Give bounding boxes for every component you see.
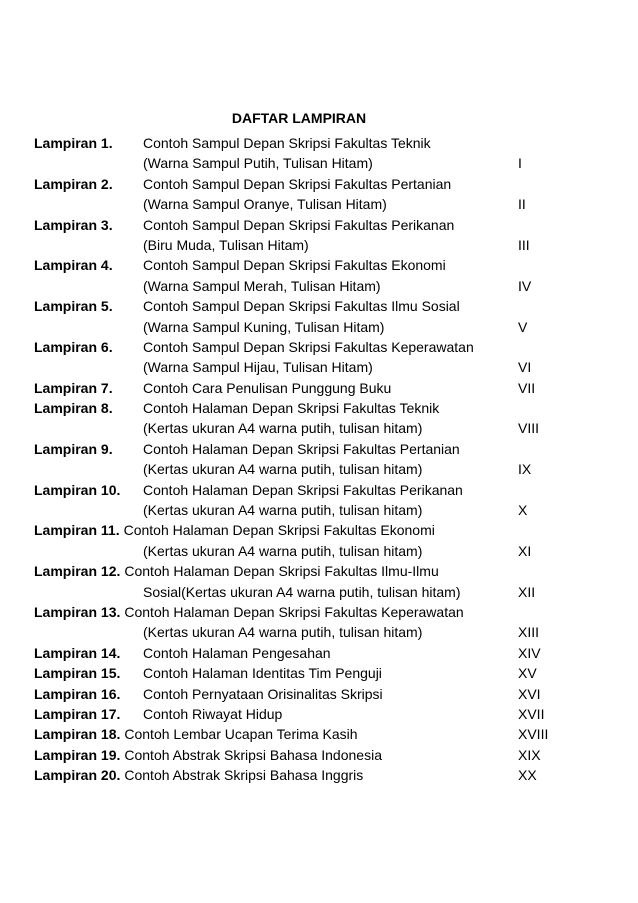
- appendix-inline-row: [34, 602, 464, 622]
- appendix-description-continued: (Warna Sampul Kuning, Tulisan Hitam): [143, 318, 385, 335]
- appendix-entry-line: [34, 276, 594, 296]
- appendix-entry-line: [34, 520, 594, 540]
- appendix-description: Contoh Sampul Depan Skripsi Fakultas Keperawatan: [143, 338, 474, 355]
- appendix-entry-line: [34, 582, 594, 602]
- appendix-description: Contoh Halaman Identitas Tim Penguji: [143, 665, 382, 682]
- appendix-entry-line: [34, 235, 594, 255]
- appendix-entry-line: [34, 602, 594, 622]
- appendix-page-number: IX: [518, 461, 532, 478]
- appendix-page-number: XII: [518, 583, 536, 600]
- appendix-entry-line: [34, 663, 594, 683]
- appendix-label: Lampiran 11.: [34, 522, 120, 539]
- appendix-label: Lampiran 12.: [34, 563, 121, 580]
- appendix-list: [34, 133, 594, 786]
- appendix-page-number: I: [518, 155, 522, 172]
- appendix-label: Lampiran 7.: [34, 379, 113, 396]
- appendix-description: Contoh Halaman Depan Skripsi Fakultas Ilmu-Ilmu: [124, 563, 439, 580]
- appendix-page-number: II: [518, 196, 526, 213]
- appendix-entry-line: [34, 561, 594, 581]
- appendix-entry-line: [34, 459, 594, 479]
- appendix-entry-line: [34, 215, 594, 235]
- appendix-entry-line: [34, 296, 594, 316]
- appendix-description-continued: (Warna Sampul Hijau, Tulisan Hitam): [143, 359, 373, 376]
- appendix-description: Contoh Abstrak Skripsi Bahasa Inggris: [124, 767, 364, 784]
- appendix-page-number: III: [518, 236, 530, 253]
- appendix-description: Contoh Cara Penulisan Punggung Buku: [143, 379, 392, 396]
- appendix-description-continued: (Kertas ukuran A4 warna putih, tulisan hitam): [143, 461, 423, 478]
- appendix-description: Contoh Lembar Ucapan Terima Kasih: [124, 726, 358, 743]
- appendix-description: Contoh Halaman Depan Skripsi Fakultas Pertanian: [143, 440, 460, 457]
- appendix-page-number: XV: [518, 665, 537, 682]
- appendix-entry-line: [34, 317, 594, 337]
- appendix-description: Contoh Riwayat Hidup: [143, 705, 283, 722]
- appendix-entry-line: [34, 378, 594, 398]
- appendix-description-continued: (Warna Sampul Oranye, Tulisan Hitam): [143, 196, 387, 213]
- appendix-label: Lampiran 16.: [34, 685, 121, 702]
- appendix-description-continued: (Warna Sampul Putih, Tulisan Hitam): [143, 155, 373, 172]
- appendix-label: Lampiran 15.: [34, 665, 121, 682]
- appendix-entry-line: [34, 704, 594, 724]
- appendix-page-number: XVIII: [518, 726, 549, 743]
- appendix-entry-line: [34, 153, 594, 173]
- appendix-entry-line: [34, 357, 594, 377]
- appendix-description: Contoh Halaman Depan Skripsi Fakultas Perikanan: [143, 481, 463, 498]
- appendix-page-number: VIII: [518, 420, 540, 437]
- appendix-description-continued: (Kertas ukuran A4 warna putih, tulisan hitam): [143, 624, 423, 641]
- appendix-page-number: X: [518, 502, 528, 519]
- appendix-description: Contoh Abstrak Skripsi Bahasa Indonesia: [124, 746, 382, 763]
- appendix-page-number: XI: [518, 542, 532, 559]
- appendix-page-number: VI: [518, 359, 532, 376]
- appendix-description: Contoh Halaman Depan Skripsi Fakultas Ekonomi: [123, 522, 435, 539]
- appendix-label: Lampiran 8.: [34, 400, 113, 417]
- appendix-description: Contoh Pernyataan Orisinalitas Skripsi: [143, 685, 383, 702]
- appendix-entry-line: [34, 133, 594, 153]
- appendix-inline-row: [34, 765, 363, 785]
- appendix-label: Lampiran 14.: [34, 644, 121, 661]
- appendix-inline-row: [34, 561, 439, 581]
- appendix-description: Contoh Halaman Depan Skripsi Fakultas Keperawatan: [124, 603, 464, 620]
- appendix-description-continued: (Kertas ukuran A4 warna putih, tulisan hitam): [143, 420, 423, 437]
- appendix-description-continued: (Warna Sampul Merah, Tulisan Hitam): [143, 277, 381, 294]
- appendix-label: Lampiran 5.: [34, 298, 113, 315]
- appendix-description-continued: (Kertas ukuran A4 warna putih, tulisan hitam): [143, 502, 423, 519]
- appendix-label: Lampiran 13.: [34, 603, 121, 620]
- appendix-entry-line: [34, 622, 594, 642]
- appendix-page-number: XVI: [518, 685, 541, 702]
- appendix-label: Lampiran 9.: [34, 440, 113, 457]
- appendix-description: Contoh Sampul Depan Skripsi Fakultas Teknik: [143, 135, 431, 151]
- appendix-description-continued: (Kertas ukuran A4 warna putih, tulisan hitam): [143, 542, 423, 559]
- appendix-page-number: XIII: [518, 624, 540, 641]
- appendix-label: Lampiran 20.: [34, 767, 121, 784]
- appendix-entry-line: [34, 439, 594, 459]
- appendix-label: Lampiran 1.: [34, 135, 113, 151]
- appendix-description: Contoh Sampul Depan Skripsi Fakultas Perikanan: [143, 216, 455, 233]
- appendix-description-continued: Sosial(Kertas ukuran A4 warna putih, tulisan hitam): [143, 583, 461, 600]
- appendix-description: Contoh Halaman Depan Skripsi Fakultas Teknik: [143, 400, 440, 417]
- appendix-page-number: XX: [518, 767, 537, 784]
- appendix-page-number: XIV: [518, 644, 541, 661]
- appendix-entry-line: [34, 398, 594, 418]
- appendix-label: Lampiran 18.: [34, 726, 121, 743]
- appendix-inline-row: [34, 520, 435, 540]
- appendix-entry-line: [34, 684, 594, 704]
- appendix-entry-line: [34, 255, 594, 275]
- appendix-label: Lampiran 2.: [34, 175, 113, 192]
- appendix-inline-row: [34, 745, 382, 765]
- appendix-entry-line: [34, 765, 594, 785]
- appendix-entry-line: [34, 724, 594, 744]
- appendix-page-number: V: [518, 318, 528, 335]
- appendix-inline-row: [34, 724, 358, 744]
- appendix-entry-line: [34, 480, 594, 500]
- appendix-description: Contoh Sampul Depan Skripsi Fakultas Pertanian: [143, 175, 452, 192]
- appendix-entry-line: [34, 337, 594, 357]
- appendix-entry-line: [34, 643, 594, 663]
- appendix-description: Contoh Sampul Depan Skripsi Fakultas Ekonomi: [143, 257, 446, 274]
- appendix-label: Lampiran 10.: [34, 481, 121, 498]
- appendix-page-number: XIX: [518, 746, 541, 763]
- page-title: DAFTAR LAMPIRAN: [231, 110, 367, 126]
- appendix-label: Lampiran 3.: [34, 216, 113, 233]
- appendix-label: Lampiran 17.: [34, 705, 121, 722]
- appendix-entry-line: [34, 745, 594, 765]
- appendix-entry-line: [34, 194, 594, 214]
- appendix-entry-line: [34, 418, 594, 438]
- appendix-page-number: IV: [518, 277, 532, 294]
- appendix-entry-line: [34, 174, 594, 194]
- appendix-label: Lampiran 19.: [34, 746, 121, 763]
- appendix-page-number: XVII: [518, 705, 545, 722]
- appendix-entry-line: [34, 541, 594, 561]
- appendix-label: Lampiran 6.: [34, 338, 113, 355]
- appendix-page-number: VII: [518, 379, 536, 396]
- appendix-description: Contoh Halaman Pengesahan: [143, 644, 331, 661]
- appendix-entry-line: [34, 500, 594, 520]
- appendix-description: Contoh Sampul Depan Skripsi Fakultas Ilmu Sosial: [143, 298, 460, 315]
- appendix-description-continued: (Biru Muda, Tulisan Hitam): [143, 236, 309, 253]
- appendix-label: Lampiran 4.: [34, 257, 113, 274]
